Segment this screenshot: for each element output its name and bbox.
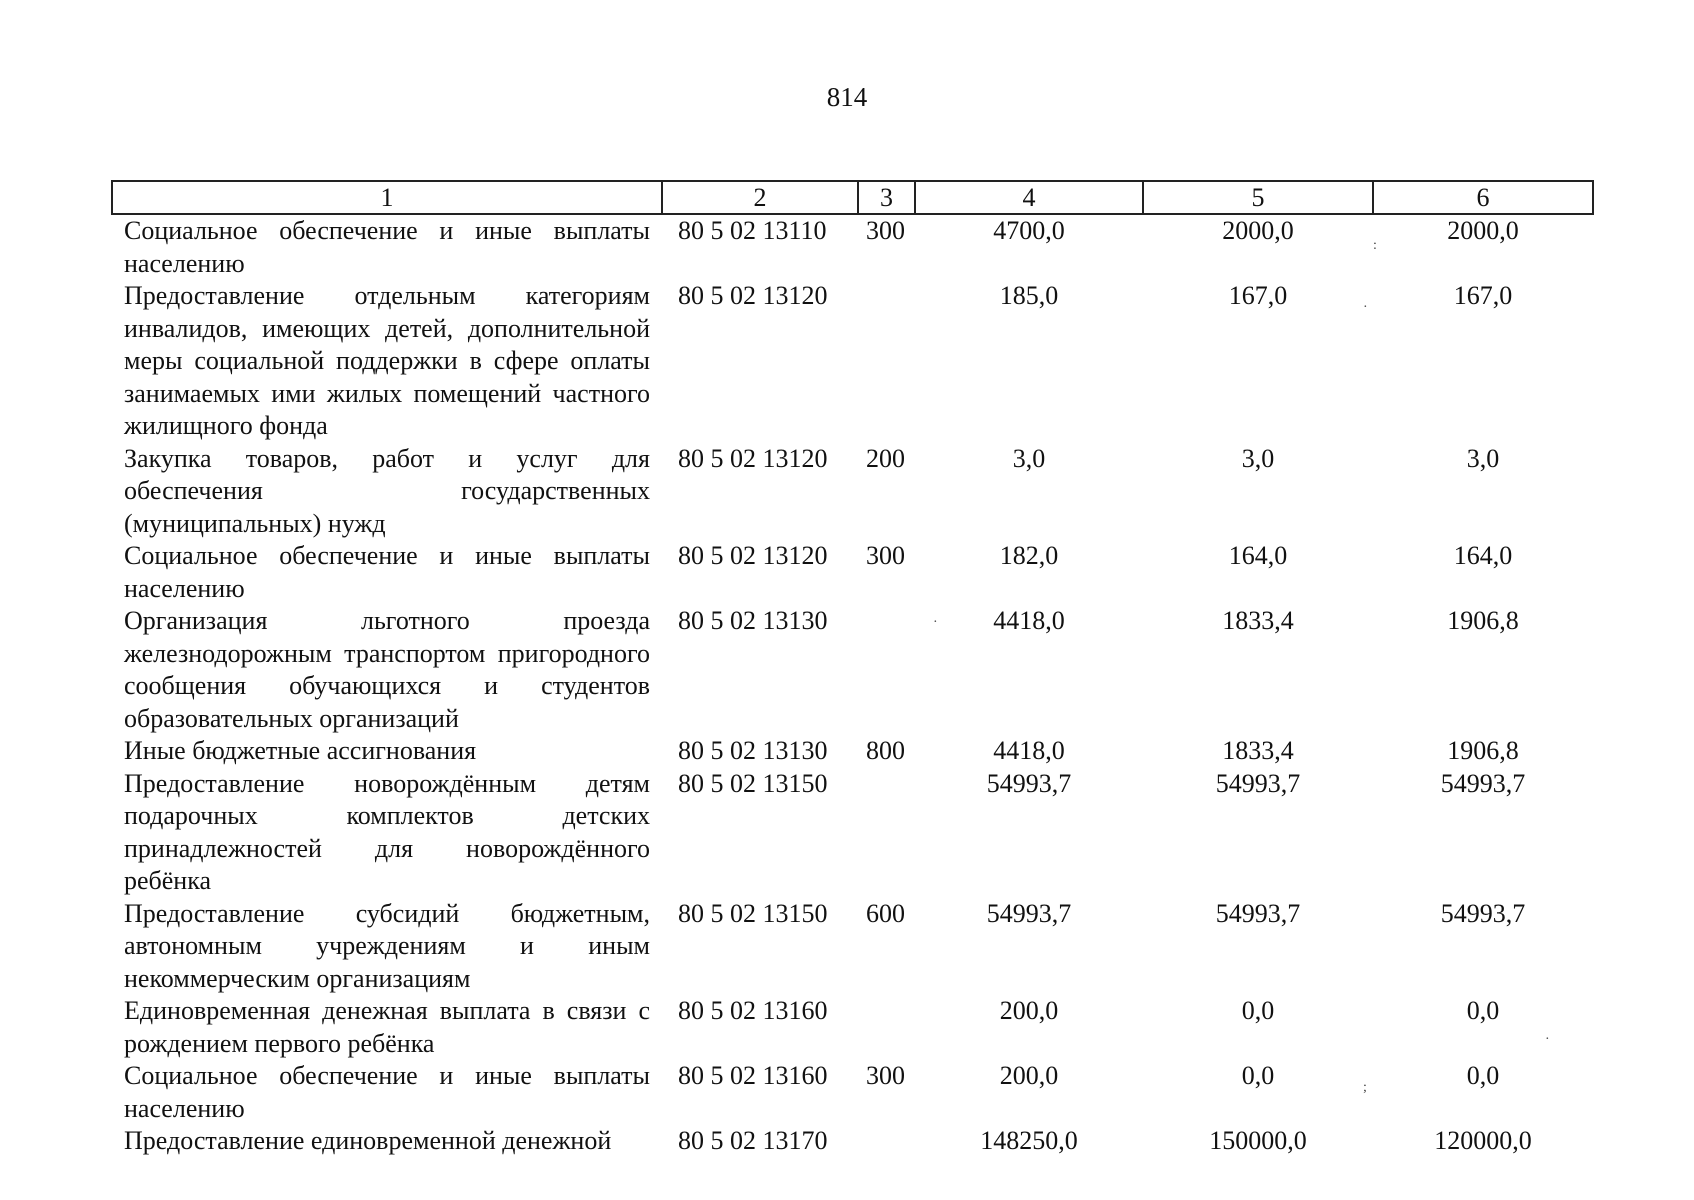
- table-row: [112, 995, 1593, 1060]
- row-value-5: 164,0: [1228, 541, 1288, 570]
- row-value-5: 0,0: [1241, 1061, 1275, 1090]
- row-code: 80 5 02 13160: [678, 996, 828, 1025]
- row-value-4: 148250,0: [980, 1126, 1078, 1155]
- row-code: 80 5 02 13130: [678, 736, 828, 765]
- header-row: [112, 181, 1593, 214]
- row-expense-type: 300: [866, 216, 905, 245]
- row-code: 80 5 02 13120: [678, 281, 828, 310]
- row-expense-type: 300: [866, 541, 905, 570]
- row-value-5: 3,0: [1241, 443, 1275, 473]
- row-name: Иные бюджетные ассигнования: [124, 736, 477, 765]
- row-value-6: 1906,8: [1447, 736, 1519, 765]
- row-value-5: 2000,0: [1222, 216, 1294, 245]
- row-name: Закупка товаров, работ и услуг для обеспечения государственных (муниципальных) нужд: [124, 443, 650, 538]
- table-row: [112, 540, 1593, 605]
- row-value-5: 54993,7: [1215, 898, 1301, 928]
- row-value-6: 120000,0: [1434, 1126, 1532, 1155]
- row-value-5: 1833,4: [1222, 606, 1294, 635]
- row-code: 80 5 02 13150: [678, 898, 828, 928]
- row-expense-type: [858, 995, 915, 1060]
- row-name: Предоставление новорождённым детям подарочных комплектов детских принадлежностей для новорождённого ребёнка: [124, 768, 650, 895]
- column-header: 2: [662, 181, 858, 214]
- row-name: Предоставление единовременной денежной: [124, 1126, 612, 1155]
- row-expense-type: 300: [866, 1061, 905, 1090]
- row-value-4: 54993,7: [986, 898, 1072, 928]
- row-value-6: 54993,7: [1440, 898, 1526, 928]
- row-name: Предоставление отдельным категориям инвалидов, имеющих детей, дополнительной меры социальной поддержки в сфере оплаты занимаемых ими жилых помещений частного жилищного фонда: [124, 281, 650, 440]
- row-code: 80 5 02 13130: [678, 606, 828, 635]
- row-value-6: 164,0: [1453, 541, 1513, 570]
- row-value-5: 0,0: [1241, 996, 1275, 1025]
- table-row: [112, 605, 1593, 735]
- table-row: [112, 898, 1593, 996]
- column-header: 1: [112, 181, 662, 214]
- row-code: 80 5 02 13170: [678, 1126, 828, 1155]
- row-value-4: 182,0: [999, 541, 1059, 570]
- table-row: [112, 1060, 1593, 1125]
- row-code: 80 5 02 13160: [678, 1061, 828, 1090]
- row-expense-type: [858, 1125, 915, 1158]
- row-value-5: 150000,0: [1209, 1126, 1307, 1155]
- column-header: 4: [915, 181, 1143, 214]
- table-row: [112, 735, 1593, 768]
- row-expense-type: 200: [866, 443, 905, 473]
- column-header: 5: [1143, 181, 1373, 214]
- page-number: 814: [826, 82, 868, 112]
- row-name: Единовременная денежная выплата в связи с рождением первого ребёнка: [124, 996, 650, 1058]
- row-value-4: 4418,0: [993, 736, 1065, 765]
- row-value-4: 185,0: [999, 281, 1059, 310]
- table-body: [112, 214, 1593, 1158]
- row-value-6: 3,0: [1466, 443, 1500, 473]
- row-expense-type: 600: [866, 898, 905, 928]
- row-name: Предоставление субсидий бюджетным, автономным учреждениям и иным некоммерческим организациям: [124, 898, 650, 993]
- row-name: Социальное обеспечение и иные выплаты населению: [124, 541, 650, 603]
- row-name: Социальное обеспечение и иные выплаты населению: [124, 1061, 650, 1123]
- row-value-4: 4418,0: [993, 606, 1065, 635]
- row-code: 80 5 02 13120: [678, 541, 828, 570]
- row-value-5: 167,0: [1228, 281, 1288, 310]
- budget-table: [111, 180, 1594, 1158]
- row-value-6: 2000,0: [1447, 216, 1519, 245]
- row-code: 80 5 02 13120: [678, 443, 828, 473]
- row-value-4: 4700,0: [993, 216, 1065, 245]
- row-expense-type: [858, 768, 915, 898]
- row-value-6: 167,0: [1453, 281, 1513, 310]
- column-header: 3: [858, 181, 915, 214]
- row-value-5: 54993,7: [1215, 768, 1301, 798]
- row-value-4: 200,0: [999, 1061, 1059, 1090]
- table-row: [112, 768, 1593, 898]
- row-value-6: 0,0: [1466, 1061, 1500, 1090]
- row-code: 80 5 02 13110: [678, 216, 827, 245]
- table-row: [112, 214, 1593, 280]
- row-value-4: 3,0: [1012, 443, 1046, 473]
- table-row: [112, 443, 1593, 541]
- row-value-5: 1833,4: [1222, 736, 1294, 765]
- row-value-6: 54993,7: [1440, 768, 1526, 798]
- row-value-4: 200,0: [999, 996, 1059, 1025]
- row-value-6: 0,0: [1466, 996, 1500, 1025]
- row-name: Организация льготного проезда железнодорожным транспортом пригородного сообщения обучающихся и студентов образовательных организаций: [124, 606, 650, 733]
- row-expense-type: [858, 280, 915, 443]
- row-name: Социальное обеспечение и иные выплаты населению: [124, 216, 650, 278]
- table-row: [112, 280, 1593, 443]
- row-code: 80 5 02 13150: [678, 768, 828, 798]
- table-row: [112, 1125, 1593, 1158]
- column-header: 6: [1373, 181, 1593, 214]
- row-expense-type: 800: [866, 736, 905, 765]
- row-value-4: 54993,7: [986, 768, 1072, 798]
- row-expense-type: [858, 605, 915, 735]
- row-value-6: 1906,8: [1447, 606, 1519, 635]
